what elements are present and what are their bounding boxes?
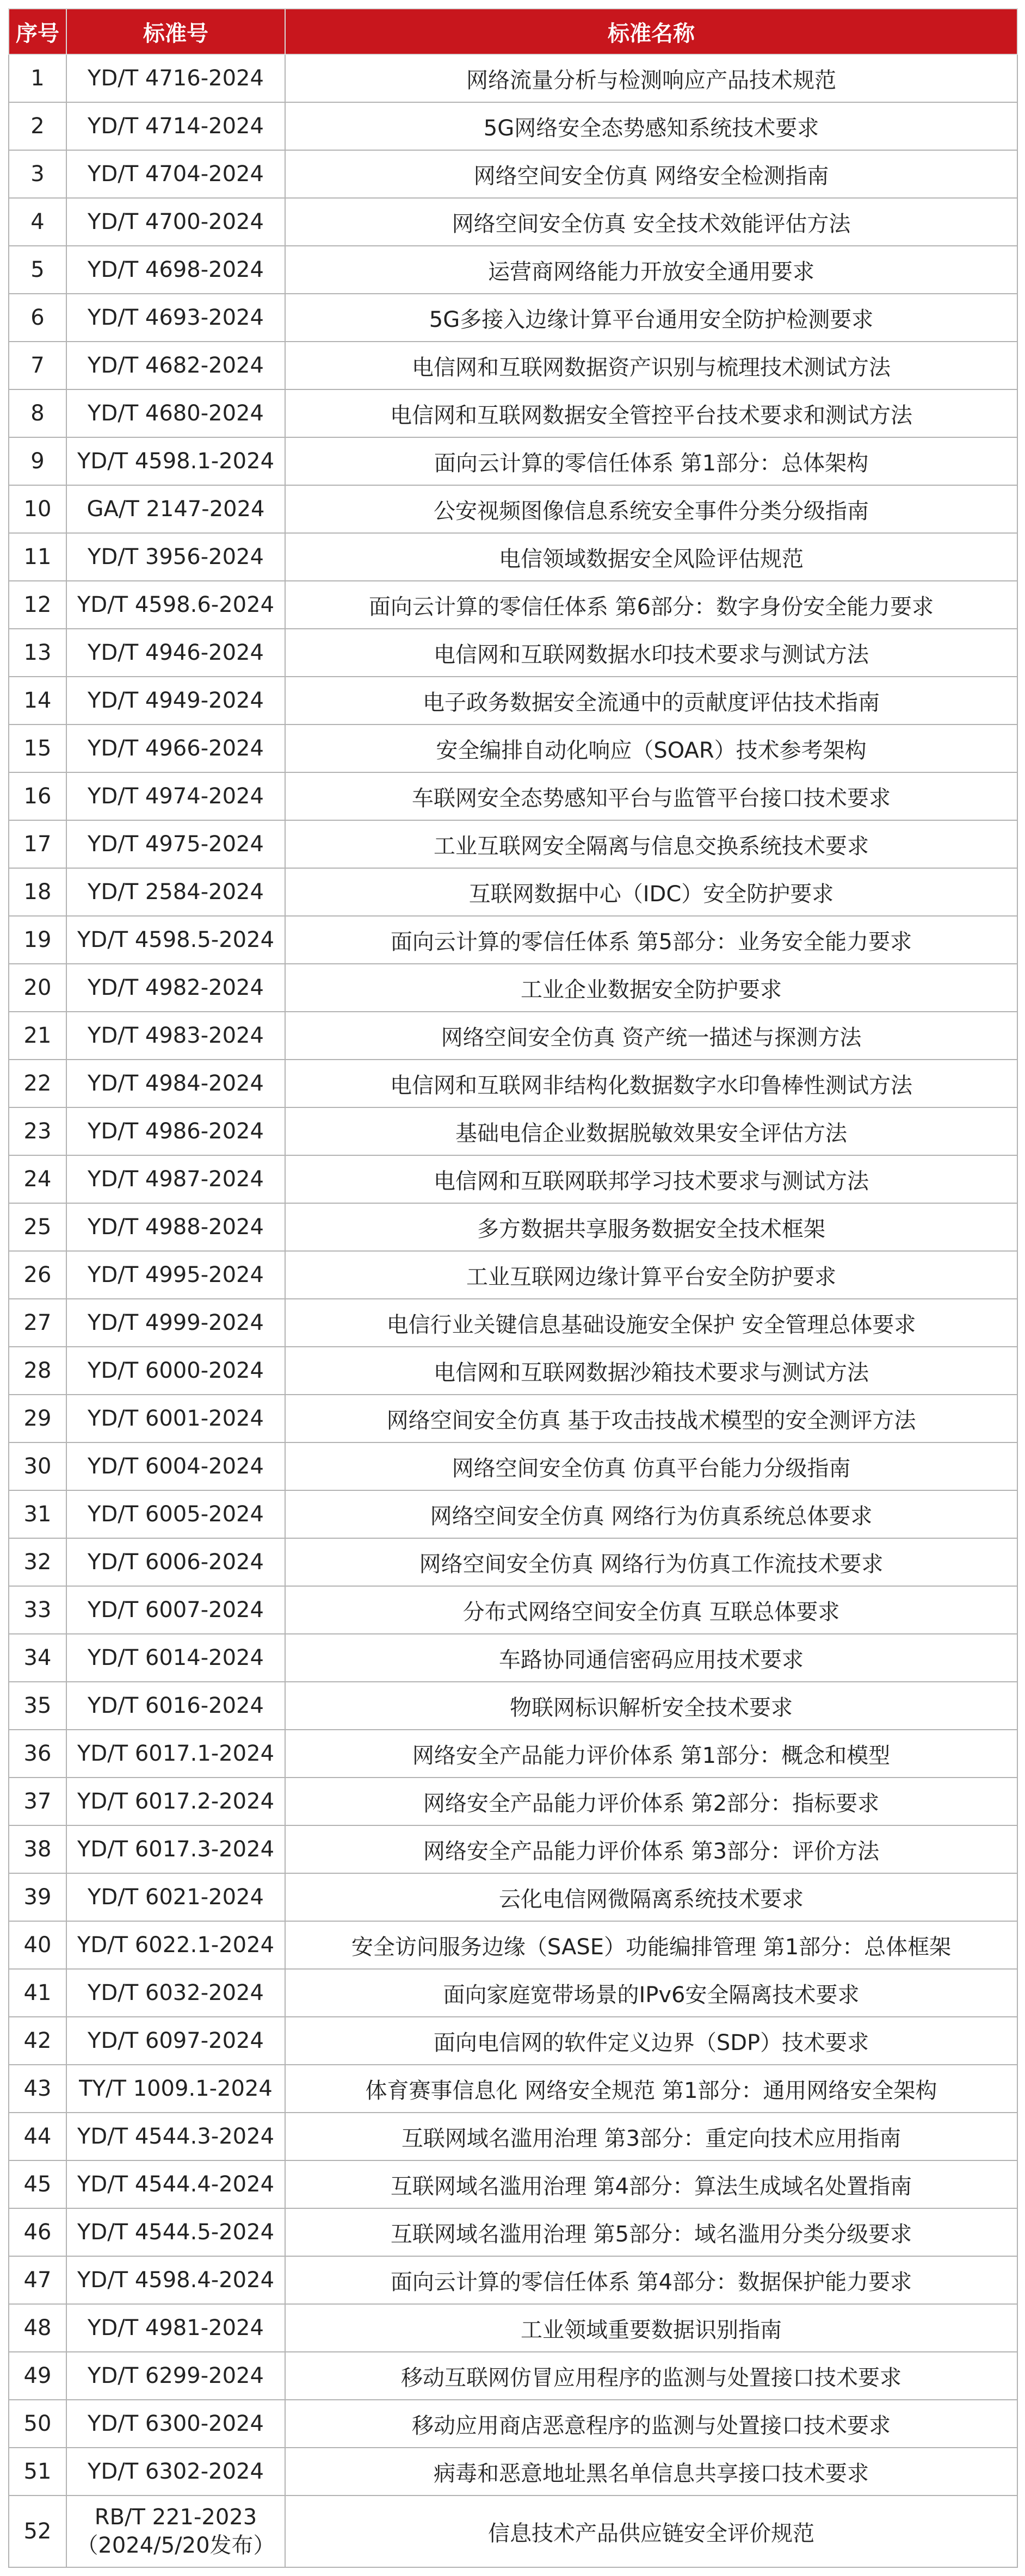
row-index: 31: [9, 1490, 66, 1538]
table-row: [9, 2256, 1017, 2304]
row-index: 35: [9, 1682, 66, 1730]
row-index: 1: [9, 54, 66, 102]
table-row: [9, 1682, 1017, 1730]
table-row: [9, 1969, 1017, 2017]
standard-number: YD/T 4598.1-2024: [66, 437, 285, 485]
standard-name: 电信网和互联网数据水印技术要求与测试方法: [285, 629, 1017, 677]
standard-number: YD/T 4700-2024: [66, 198, 285, 246]
table-row: [9, 1730, 1017, 1778]
table-row: [9, 2496, 1017, 2567]
standard-number: YD/T 4986-2024: [66, 1107, 285, 1155]
row-index: 19: [9, 916, 66, 964]
standard-name: 网络空间安全仿真 网络行为仿真工作流技术要求: [285, 1538, 1017, 1586]
standard-number: YD/T 4981-2024: [66, 2304, 285, 2352]
row-index: 37: [9, 1778, 66, 1825]
standard-name: 移动互联网仿冒应用程序的监测与处置接口技术要求: [285, 2352, 1017, 2400]
standard-name: 体育赛事信息化 网络安全规范 第1部分：通用网络安全架构: [285, 2065, 1017, 2113]
standard-name: 网络空间安全仿真 安全技术效能评估方法: [285, 198, 1017, 246]
table-row: [9, 1155, 1017, 1203]
table-row: [9, 1107, 1017, 1155]
standard-name: 电信网和互联网数据安全管控平台技术要求和测试方法: [285, 389, 1017, 437]
row-index: 6: [9, 294, 66, 342]
row-index: 2: [9, 102, 66, 150]
standard-number: YD/T 4982-2024: [66, 964, 285, 1012]
standard-number: YD/T 6032-2024: [66, 1969, 285, 2017]
table-row: [9, 150, 1017, 198]
standard-name: 面向云计算的零信任体系 第6部分：数字身份安全能力要求: [285, 581, 1017, 629]
row-index: 3: [9, 150, 66, 198]
row-index: 14: [9, 677, 66, 725]
table-row: [9, 2113, 1017, 2160]
standard-number: YD/T 4974-2024: [66, 772, 285, 820]
table-row: [9, 2352, 1017, 2400]
standard-number: YD/T 4999-2024: [66, 1299, 285, 1347]
standard-number: YD/T 4598.6-2024: [66, 581, 285, 629]
row-index: 33: [9, 1586, 66, 1634]
standard-number: YD/T 4693-2024: [66, 294, 285, 342]
standard-name: 云化电信网微隔离系统技术要求: [285, 1873, 1017, 1921]
standard-name: 分布式网络空间安全仿真 互联总体要求: [285, 1586, 1017, 1634]
standard-name: 网络流量分析与检测响应产品技术规范: [285, 54, 1017, 102]
row-index: 25: [9, 1203, 66, 1251]
standard-name: 网络空间安全仿真 网络安全检测指南: [285, 150, 1017, 198]
standard-number: YD/T 4544.5-2024: [66, 2208, 285, 2256]
table-row: [9, 1203, 1017, 1251]
standard-name: 多方数据共享服务数据安全技术框架: [285, 1203, 1017, 1251]
table-row: [9, 1825, 1017, 1873]
standard-number: YD/T 4946-2024: [66, 629, 285, 677]
row-index: 23: [9, 1107, 66, 1155]
standard-name: 面向云计算的零信任体系 第5部分：业务安全能力要求: [285, 916, 1017, 964]
standard-name: 网络空间安全仿真 仿真平台能力分级指南: [285, 1442, 1017, 1490]
row-index: 36: [9, 1730, 66, 1778]
table-row: [9, 2065, 1017, 2113]
header-standard-name: 标准名称: [285, 9, 1017, 54]
standard-number: YD/T 4680-2024: [66, 389, 285, 437]
standard-name: 电信行业关键信息基础设施安全保护 安全管理总体要求: [285, 1299, 1017, 1347]
table-row: [9, 1873, 1017, 1921]
standard-number: YD/T 6005-2024: [66, 1490, 285, 1538]
row-index: 46: [9, 2208, 66, 2256]
standard-name: 互联网域名滥用治理 第4部分：算法生成域名处置指南: [285, 2160, 1017, 2208]
standard-name: 安全访问服务边缘（SASE）功能编排管理 第1部分：总体框架: [285, 1921, 1017, 1969]
table-row: [9, 533, 1017, 581]
row-index: 11: [9, 533, 66, 581]
standard-number: YD/T 4714-2024: [66, 102, 285, 150]
standard-number: YD/T 4984-2024: [66, 1060, 285, 1107]
standard-name: 电信网和互联网非结构化数据数字水印鲁棒性测试方法: [285, 1060, 1017, 1107]
row-index: 7: [9, 342, 66, 389]
standard-name: 电信领域数据安全风险评估规范: [285, 533, 1017, 581]
row-index: 20: [9, 964, 66, 1012]
row-index: 16: [9, 772, 66, 820]
table-row: [9, 1060, 1017, 1107]
row-index: 9: [9, 437, 66, 485]
row-index: 22: [9, 1060, 66, 1107]
standard-number: YD/T 6014-2024: [66, 1634, 285, 1682]
table-row: [9, 1299, 1017, 1347]
table-row: [9, 1347, 1017, 1395]
table-row: [9, 1778, 1017, 1825]
standard-name: 工业企业数据安全防护要求: [285, 964, 1017, 1012]
row-index: 48: [9, 2304, 66, 2352]
row-index: 10: [9, 485, 66, 533]
row-index: 32: [9, 1538, 66, 1586]
table-row: [9, 2160, 1017, 2208]
table-row: [9, 2448, 1017, 2496]
row-index: 4: [9, 198, 66, 246]
table-row: [9, 677, 1017, 725]
header-standard-number: 标准号: [66, 9, 285, 54]
row-index: 39: [9, 1873, 66, 1921]
row-index: 42: [9, 2017, 66, 2065]
table-row: [9, 294, 1017, 342]
standard-number: YD/T 4988-2024: [66, 1203, 285, 1251]
row-index: 18: [9, 868, 66, 916]
row-index: 38: [9, 1825, 66, 1873]
table-row: [9, 198, 1017, 246]
table-row: [9, 1634, 1017, 1682]
row-index: 29: [9, 1395, 66, 1442]
table-row: [9, 581, 1017, 629]
table-row: [9, 485, 1017, 533]
standard-name: 电信网和互联网数据资产识别与梳理技术测试方法: [285, 342, 1017, 389]
standard-number: YD/T 6007-2024: [66, 1586, 285, 1634]
row-index: 27: [9, 1299, 66, 1347]
table-row: [9, 1395, 1017, 1442]
table-row: [9, 725, 1017, 772]
standard-number: YD/T 6000-2024: [66, 1347, 285, 1395]
row-index: 45: [9, 2160, 66, 2208]
table-row: [9, 1586, 1017, 1634]
table-row: [9, 102, 1017, 150]
standard-name: 运营商网络能力开放安全通用要求: [285, 246, 1017, 294]
row-index: 28: [9, 1347, 66, 1395]
standard-number: YD/T 4598.5-2024: [66, 916, 285, 964]
standard-name: 基础电信企业数据脱敏效果安全评估方法: [285, 1107, 1017, 1155]
row-index: 34: [9, 1634, 66, 1682]
standard-number: YD/T 4698-2024: [66, 246, 285, 294]
table-row: [9, 820, 1017, 868]
row-index: 51: [9, 2448, 66, 2496]
standard-number: YD/T 6022.1-2024: [66, 1921, 285, 1969]
standard-number: YD/T 6001-2024: [66, 1395, 285, 1442]
standard-number: YD/T 6021-2024: [66, 1873, 285, 1921]
header-index: 序号: [9, 9, 66, 54]
standards-table: [8, 8, 1018, 2568]
standard-name: 网络安全产品能力评价体系 第1部分：概念和模型: [285, 1730, 1017, 1778]
row-index: 24: [9, 1155, 66, 1203]
standard-name: 工业领域重要数据识别指南: [285, 2304, 1017, 2352]
standard-number: YD/T 6017.3-2024: [66, 1825, 285, 1873]
table-row: [9, 342, 1017, 389]
standard-name: 面向云计算的零信任体系 第1部分：总体架构: [285, 437, 1017, 485]
standard-number: YD/T 4983-2024: [66, 1012, 285, 1060]
standard-number: YD/T 4704-2024: [66, 150, 285, 198]
standard-name: 公安视频图像信息系统安全事件分类分级指南: [285, 485, 1017, 533]
row-index: 52: [9, 2496, 66, 2567]
standard-name: 5G网络安全态势感知系统技术要求: [285, 102, 1017, 150]
row-index: 50: [9, 2400, 66, 2448]
standard-number: YD/T 4682-2024: [66, 342, 285, 389]
row-index: 21: [9, 1012, 66, 1060]
table-row: [9, 964, 1017, 1012]
standard-number: YD/T 6004-2024: [66, 1442, 285, 1490]
standard-name: 工业互联网安全隔离与信息交换系统技术要求: [285, 820, 1017, 868]
row-index: 15: [9, 725, 66, 772]
header-row: [9, 9, 1017, 54]
table-row: [9, 1490, 1017, 1538]
table-row: [9, 437, 1017, 485]
table-row: [9, 1012, 1017, 1060]
row-index: 30: [9, 1442, 66, 1490]
standard-number: [66, 2496, 285, 2567]
standard-name: 网络空间安全仿真 基于攻击技战术模型的安全测评方法: [285, 1395, 1017, 1442]
standard-name: 网络安全产品能力评价体系 第3部分：评价方法: [285, 1825, 1017, 1873]
row-index: 5: [9, 246, 66, 294]
standard-number: YD/T 6299-2024: [66, 2352, 285, 2400]
table-row: [9, 54, 1017, 102]
table-row: [9, 246, 1017, 294]
row-index: 47: [9, 2256, 66, 2304]
row-index: 40: [9, 1921, 66, 1969]
table-row: [9, 2304, 1017, 2352]
standard-number: YD/T 6097-2024: [66, 2017, 285, 2065]
table-row: [9, 916, 1017, 964]
standard-number: GA/T 2147-2024: [66, 485, 285, 533]
row-index: 44: [9, 2113, 66, 2160]
standard-name: 网络空间安全仿真 资产统一描述与探测方法: [285, 1012, 1017, 1060]
standard-number: YD/T 6006-2024: [66, 1538, 285, 1586]
standard-name: 移动应用商店恶意程序的监测与处置接口技术要求: [285, 2400, 1017, 2448]
standard-name: 面向云计算的零信任体系 第4部分：数据保护能力要求: [285, 2256, 1017, 2304]
table-body: [9, 54, 1017, 2567]
standard-name: 电信网和互联网联邦学习技术要求与测试方法: [285, 1155, 1017, 1203]
standard-name: 信息技术产品供应链安全评价规范: [285, 2496, 1017, 2567]
standard-number: YD/T 6016-2024: [66, 1682, 285, 1730]
standard-number: YD/T 4544.4-2024: [66, 2160, 285, 2208]
standard-number: YD/T 2584-2024: [66, 868, 285, 916]
standard-number: YD/T 4975-2024: [66, 820, 285, 868]
table-row: [9, 1538, 1017, 1586]
standard-number: YD/T 4966-2024: [66, 725, 285, 772]
table-header: [9, 9, 1017, 54]
standard-name: 车联网安全态势感知平台与监管平台接口技术要求: [285, 772, 1017, 820]
standard-name: 互联网域名滥用治理 第5部分：域名滥用分类分级要求: [285, 2208, 1017, 2256]
table-row: [9, 1251, 1017, 1299]
row-index: 8: [9, 389, 66, 437]
standard-name: 电子政务数据安全流通中的贡献度评估技术指南: [285, 677, 1017, 725]
row-index: 41: [9, 1969, 66, 2017]
standard-number: YD/T 6300-2024: [66, 2400, 285, 2448]
standard-name: 车路协同通信密码应用技术要求: [285, 1634, 1017, 1682]
table-row: [9, 772, 1017, 820]
standard-name: 工业互联网边缘计算平台安全防护要求: [285, 1251, 1017, 1299]
standard-name: 网络安全产品能力评价体系 第2部分：指标要求: [285, 1778, 1017, 1825]
table-row: [9, 1442, 1017, 1490]
standard-number: YD/T 6017.1-2024: [66, 1730, 285, 1778]
row-index: 49: [9, 2352, 66, 2400]
standard-number: YD/T 4716-2024: [66, 54, 285, 102]
standard-number: YD/T 3956-2024: [66, 533, 285, 581]
table-row: [9, 2208, 1017, 2256]
table-row: [9, 1921, 1017, 1969]
table-row: [9, 629, 1017, 677]
table-row: [9, 389, 1017, 437]
standard-name: 安全编排自动化响应（SOAR）技术参考架构: [285, 725, 1017, 772]
standard-name: 互联网域名滥用治理 第3部分：重定向技术应用指南: [285, 2113, 1017, 2160]
standard-name: 电信网和互联网数据沙箱技术要求与测试方法: [285, 1347, 1017, 1395]
row-index: 12: [9, 581, 66, 629]
standard-number: YD/T 4987-2024: [66, 1155, 285, 1203]
row-index: 17: [9, 820, 66, 868]
standard-name: 面向电信网的软件定义边界（SDP）技术要求: [285, 2017, 1017, 2065]
table-row: [9, 2400, 1017, 2448]
standard-number: YD/T 4544.3-2024: [66, 2113, 285, 2160]
standard-name: 面向家庭宽带场景的IPv6安全隔离技术要求: [285, 1969, 1017, 2017]
standard-number-line: （2024/5/20发布）: [76, 2533, 275, 2558]
standard-number-line: RB/T 221-2023: [94, 2505, 257, 2530]
row-index: 43: [9, 2065, 66, 2113]
standard-number: YD/T 6302-2024: [66, 2448, 285, 2496]
standard-number: YD/T 4995-2024: [66, 1251, 285, 1299]
standard-name: 物联网标识解析安全技术要求: [285, 1682, 1017, 1730]
standard-name: 互联网数据中心（IDC）安全防护要求: [285, 868, 1017, 916]
standard-number: YD/T 6017.2-2024: [66, 1778, 285, 1825]
standard-name: 5G多接入边缘计算平台通用安全防护检测要求: [285, 294, 1017, 342]
standard-name: 病毒和恶意地址黑名单信息共享接口技术要求: [285, 2448, 1017, 2496]
table-row: [9, 868, 1017, 916]
row-index: 13: [9, 629, 66, 677]
row-index: 26: [9, 1251, 66, 1299]
table-row: [9, 2017, 1017, 2065]
standard-number: TY/T 1009.1-2024: [66, 2065, 285, 2113]
standard-name: 网络空间安全仿真 网络行为仿真系统总体要求: [285, 1490, 1017, 1538]
standard-number: YD/T 4949-2024: [66, 677, 285, 725]
standard-number: YD/T 4598.4-2024: [66, 2256, 285, 2304]
